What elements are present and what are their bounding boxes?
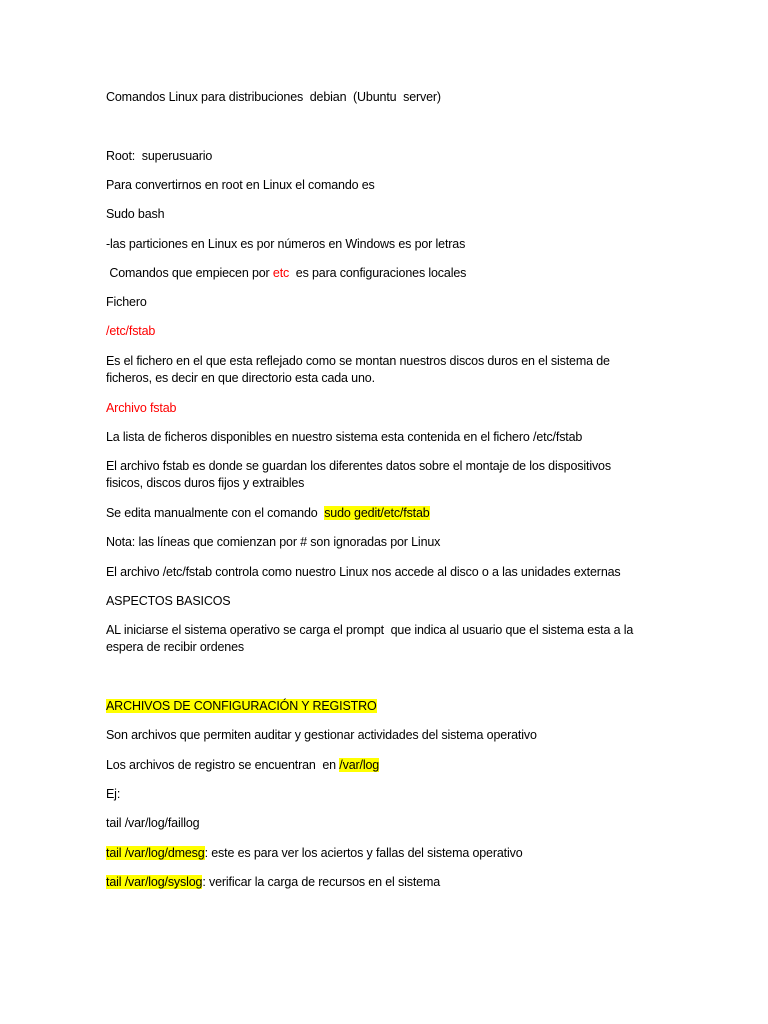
tail-syslog-description: : verificar la carga de recursos en el sistema [202,875,441,889]
edita-line [106,505,430,522]
var-log-path: /var/log [339,758,380,772]
son-archivos-line: Son archivos que permiten auditar y gestionar actividades del sistema operativo [106,728,537,742]
archivo-fstab-line-1: El archivo fstab es donde se guardan los diferentes datos sobre el montaje de los dispositivos [106,459,611,473]
tail-dmesg-command: tail /var/log/dmesg [106,846,205,860]
sudo-gedit-command: sudo gedit/etc/fstab [324,506,430,520]
ej-line: Ej: [106,787,121,801]
fstab-description-line-1: Es el fichero en el que esta reflejado como se montan nuestros discos duros en el sistema de [106,354,610,368]
tail-syslog-line [106,874,440,891]
fstab-description-line-2: ficheros, es decir en que directorio esta cada uno. [106,371,375,385]
nota-line: Nota: las líneas que comienzan por # son ignoradas por Linux [106,535,441,549]
aspectos-basicos-heading: ASPECTOS BASICOS [106,594,231,608]
archivo-fstab-line-2: fisicos, discos duros fijos y extraibles [106,476,305,490]
lista-ficheros-line: La lista de ficheros disponibles en nuestro sistema esta contenida en el fichero /etc/fstab [106,430,583,444]
commands-etc-line [106,265,466,282]
prompt-line-2: espera de recibir ordenes [106,640,244,654]
edita-prefix: Se edita manualmente con el comando [106,506,325,520]
archivo-fstab-heading: Archivo fstab [106,401,177,415]
prompt-line-1: AL iniciarse el sistema operativo se carga el prompt que indica al usuario que el sistema esta a la [106,623,634,637]
tail-dmesg-description: : este es para ver los aciertos y fallas del sistema operativo [204,846,523,860]
root-line: Root: superusuario [106,149,213,163]
controla-line: El archivo /etc/fstab controla como nuestro Linux nos accede al disco o a las unidades externas [106,565,621,579]
config-registro-heading-text: ARCHIVOS DE CONFIGURACIÓN Y REGISTRO [106,699,377,713]
tail-dmesg-line [106,845,523,862]
fichero-line: Fichero [106,295,147,309]
commands-etc-prefix: Comandos que empiecen por [106,266,273,280]
tail-faillog-line: tail /var/log/faillog [106,816,200,830]
convert-root-line: Para convertirnos en root en Linux el comando es [106,178,375,192]
document-title: Comandos Linux para distribuciones debian (Ubuntu server) [106,90,441,104]
commands-etc-suffix: es para configuraciones locales [289,266,467,280]
registro-line [106,757,379,774]
config-registro-heading [106,698,377,715]
tail-syslog-command: tail /var/log/syslog [106,875,203,889]
sudo-bash-line: Sudo bash [106,207,165,221]
etc-keyword: etc [272,266,290,280]
partitions-line: -las particiones en Linux es por números en Windows es por letras [106,237,466,251]
etc-fstab-heading: /etc/fstab [106,324,156,338]
registro-prefix: Los archivos de registro se encuentran en [106,758,340,772]
